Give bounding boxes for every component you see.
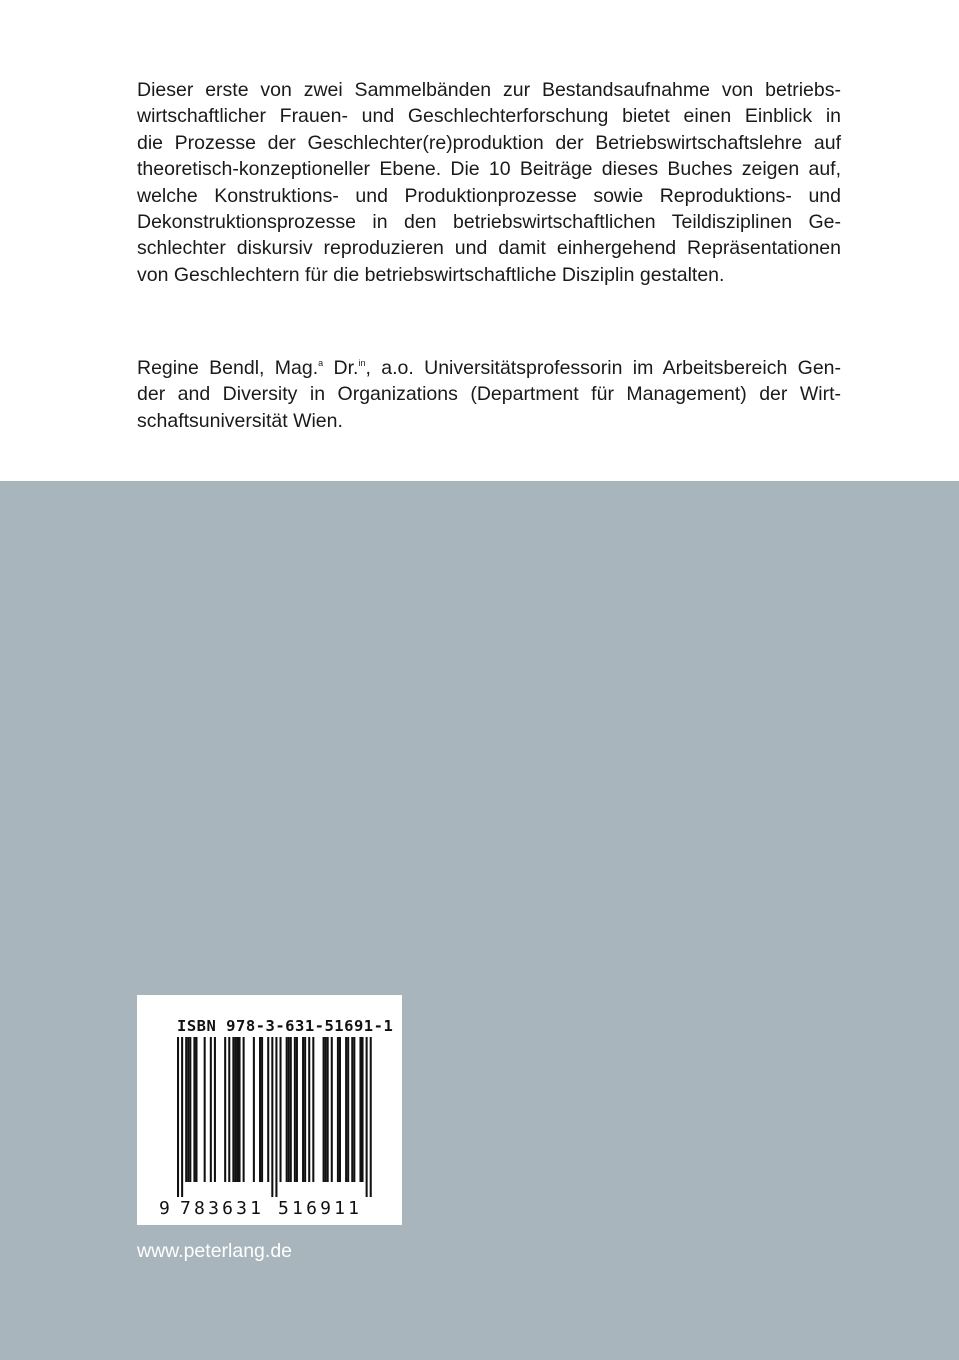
- barcode-bar: [243, 1037, 245, 1182]
- barcode-digits-left: 783631: [180, 1198, 265, 1219]
- barcode-bar: [214, 1037, 216, 1182]
- barcode-bar: [359, 1037, 361, 1182]
- barcode-bar: [210, 1037, 212, 1182]
- barcode-bar: [294, 1037, 296, 1182]
- barcode-bar: [362, 1037, 364, 1182]
- barcode-bar: [286, 1037, 288, 1182]
- barcode-bar: [189, 1037, 191, 1182]
- isbn-barcode: [137, 995, 402, 1225]
- description-line: wirtschaftlicher Frauen- und Geschlechterforschung bietet einen Einblick in: [137, 105, 841, 128]
- author-bio: [137, 355, 841, 434]
- author-bio-line: Regine Bendl, Mag.$^a$ Dr.$^{in}$, a.o. Universitätsprofessorin im Arbeitsbereich Gen-: [137, 357, 841, 379]
- barcode-bar: [325, 1037, 327, 1182]
- barcode-bar: [204, 1037, 206, 1182]
- barcode-bar: [224, 1037, 226, 1182]
- barcode-digits-right: 516911: [278, 1198, 363, 1219]
- book-description: [137, 77, 841, 288]
- barcode-bar: [239, 1037, 241, 1182]
- author-bio-line: schaftsuniversität Wien.: [137, 409, 343, 432]
- publisher-website: www.peterlang.de: [137, 1240, 293, 1262]
- description-line: Dekonstruktionsprozesse in den betriebswirtschaftlichen Teildisziplinen Ge-: [137, 211, 841, 234]
- barcode-bar: [232, 1037, 234, 1182]
- barcode-bars: [177, 1037, 372, 1197]
- description-line: schlechter diskursiv reproduzieren und damit einhergehend Repräsentationen: [137, 237, 841, 260]
- barcode-bar: [259, 1037, 261, 1182]
- barcode-bar: [366, 1037, 368, 1197]
- barcode-bar: [304, 1037, 306, 1182]
- barcode-bar: [181, 1037, 183, 1197]
- barcode-bar: [185, 1037, 187, 1182]
- description-line: die Prozesse der Geschlechter(re)produktion der Betriebswirtschaftslehre auf: [137, 131, 841, 154]
- barcode-bar: [234, 1037, 236, 1182]
- barcode-bar: [308, 1037, 310, 1182]
- barcode-bar: [290, 1037, 292, 1182]
- author-bio-line: der and Diversity in Organizations (Department für Management) der Wirt-: [137, 383, 841, 406]
- barcode-bar: [271, 1037, 273, 1197]
- barcode-bar: [339, 1037, 341, 1182]
- barcode-bar: [193, 1037, 195, 1182]
- barcode-bar: [261, 1037, 263, 1182]
- barcode-bar: [351, 1037, 353, 1182]
- barcode-bar: [236, 1037, 238, 1182]
- barcode-bar: [347, 1037, 349, 1182]
- description-line: Dieser erste von zwei Sammelbänden zur Bestandsaufnahme von betriebs-: [137, 79, 841, 101]
- barcode-bar: [280, 1037, 282, 1182]
- barcode-bar: [353, 1037, 355, 1182]
- description-line: welche Konstruktions- und Produktionprozesse sowie Reproduktions- und: [137, 184, 841, 207]
- barcode-bar: [228, 1037, 230, 1182]
- isbn-label: ISBN 978-3-631-51691-1: [177, 1017, 394, 1035]
- barcode-bar: [296, 1037, 298, 1182]
- description-line: theoretisch-konzeptioneller Ebene. Die 10 Beiträge dieses Buches zeigen auf,: [137, 158, 841, 181]
- barcode-bar: [195, 1037, 197, 1182]
- barcode-bar: [331, 1037, 333, 1182]
- barcode-bar: [312, 1037, 314, 1182]
- description-line: von Geschlechtern für die betriebswirtschaftliche Disziplin gestalten.: [137, 263, 725, 286]
- barcode-bar: [327, 1037, 329, 1182]
- barcode-bar: [177, 1037, 179, 1197]
- barcode-bar: [288, 1037, 290, 1182]
- barcode-bar: [337, 1037, 339, 1182]
- barcode-bar: [253, 1037, 255, 1182]
- barcode-digit-first: 9: [159, 1198, 170, 1219]
- barcode-bar: [323, 1037, 325, 1182]
- barcode-bar: [302, 1037, 304, 1182]
- lower-grey-panel: [0, 481, 959, 1360]
- barcode-bar: [370, 1037, 372, 1197]
- barcode-bar: [187, 1037, 189, 1182]
- barcode-bar: [275, 1037, 277, 1197]
- barcode-bar: [267, 1037, 269, 1182]
- barcode-bar: [345, 1037, 347, 1182]
